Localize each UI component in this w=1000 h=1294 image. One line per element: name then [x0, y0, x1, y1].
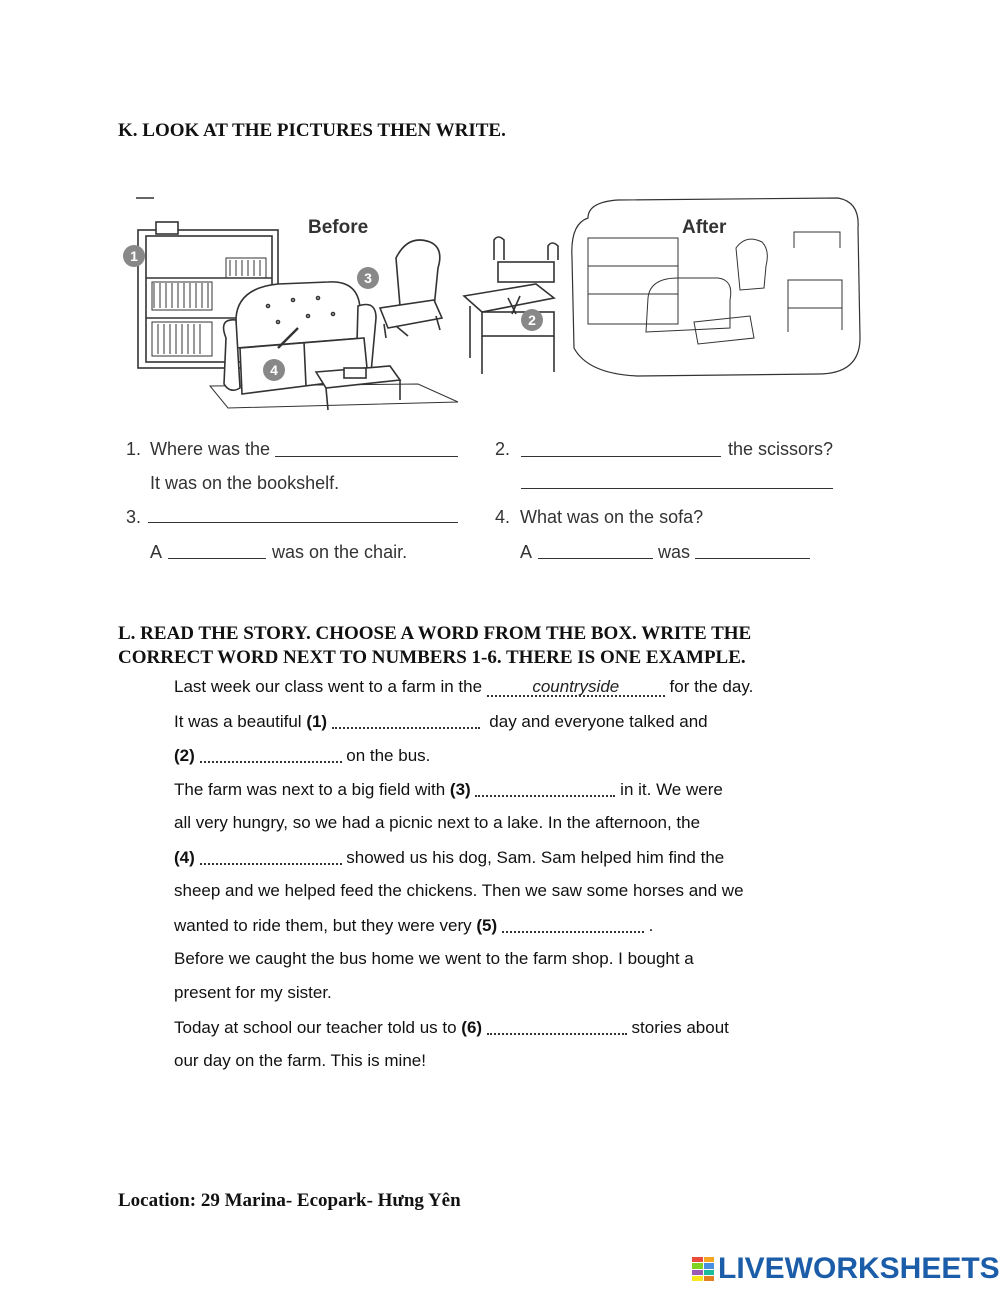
q4-blank-line-1[interactable]	[538, 558, 653, 559]
q2-text: the scissors?	[728, 439, 834, 459]
q1-answer-line[interactable]	[275, 456, 458, 457]
q1-answer: It was on the bookshelf.	[150, 473, 340, 493]
blank-number-2: (2)	[174, 746, 195, 765]
q2-answer-line[interactable]	[521, 456, 721, 457]
q4-was: was	[658, 542, 691, 562]
marker-4: 4	[270, 362, 278, 378]
story-text: on the bus.	[346, 746, 431, 765]
logo-wordmark: LIVEWORKSHEETS	[718, 1252, 1000, 1285]
blank-1-input[interactable]	[332, 713, 480, 729]
story-text: stories about	[631, 1018, 729, 1037]
story-text: showed us his dog, Sam. Sam helped him find the	[346, 848, 725, 867]
marker-2: 2	[528, 312, 536, 328]
logo-grid-icon	[692, 1257, 714, 1281]
label-after: After	[682, 217, 727, 238]
q3-text: was on the chair.	[272, 542, 408, 562]
q2-number: 2.	[495, 439, 511, 459]
blank-number-6: (6)	[461, 1018, 483, 1037]
chair-drawing	[380, 240, 442, 338]
story-line-7: sheep and we helped feed the chickens. Then we saw some horses and we	[174, 881, 744, 900]
story-text: .	[648, 916, 654, 935]
q2-answer-line-2[interactable]	[521, 488, 833, 489]
story-line-2	[174, 711, 708, 732]
marker-1: 1	[130, 248, 138, 264]
story-line-5: all very hungry, so we had a picnic next to a lake. In the afternoon, the	[174, 813, 701, 832]
story-text: for the day.	[669, 677, 754, 696]
story-line-1	[174, 677, 753, 697]
q4-blank-line-2[interactable]	[695, 558, 810, 559]
story-text: Last week our class went to a farm in the	[174, 677, 483, 696]
section-k-heading: K. LOOK AT THE PICTURES THEN WRITE.	[118, 120, 506, 141]
q4-a: A	[520, 542, 533, 562]
blank-number-5: (5)	[476, 916, 498, 935]
marker-3: 3	[364, 270, 372, 286]
liveworksheets-logo	[692, 1252, 1000, 1286]
desk-drawing	[464, 237, 558, 374]
blank-number-4: (4)	[174, 848, 195, 867]
story-line-6	[174, 847, 724, 868]
q3-blank-line[interactable]	[168, 558, 266, 559]
blank-5-input[interactable]	[502, 917, 644, 933]
story-line-4	[174, 779, 723, 800]
blank-number-3: (3)	[449, 780, 471, 799]
story-text: It was a beautiful	[174, 712, 302, 731]
blank-number-1: (1)	[306, 712, 328, 731]
story-line-12: our day on the farm. This is mine!	[174, 1051, 426, 1070]
story-line-9: Before we caught the bus home we went to the farm shop. I bought a	[174, 949, 694, 968]
story-line-11	[174, 1017, 729, 1038]
q4-number: 4.	[495, 507, 511, 527]
section-l-heading-line1: L. READ THE STORY. CHOOSE A WORD FROM THE BOX. WRITE THE	[118, 623, 752, 644]
q3-number: 3.	[126, 507, 142, 527]
story-line-3	[174, 745, 430, 766]
story-line-10: present for my sister.	[174, 983, 332, 1002]
blank-3-input[interactable]	[475, 781, 615, 797]
example-blank: countryside	[487, 678, 665, 697]
q4-text: What was on the sofa?	[520, 507, 704, 527]
q3-a: A	[150, 542, 163, 562]
story-text: day and everyone talked and	[489, 712, 708, 731]
label-before: Before	[308, 217, 369, 238]
blank-6-input[interactable]	[487, 1019, 627, 1035]
q1-text: Where was the	[150, 439, 271, 459]
story-text: in it. We were	[620, 780, 723, 799]
story-line-8	[174, 915, 653, 936]
blank-2-input[interactable]	[200, 747, 342, 763]
q3-answer-line[interactable]	[148, 522, 458, 523]
furniture-illustration	[118, 188, 863, 418]
story-text: wanted to ride them, but they were very	[174, 916, 472, 935]
blank-4-input[interactable]	[200, 849, 342, 865]
q1-number: 1.	[126, 439, 142, 459]
section-l-heading	[118, 622, 751, 670]
story-text: Today at school our teacher told us to	[174, 1018, 457, 1037]
story-text: The farm was next to a big field with	[174, 780, 446, 799]
location-text: Location: 29 Marina- Ecopark- Hưng Yên	[118, 1190, 461, 1211]
section-l-heading-line2: CORRECT WORD NEXT TO NUMBERS 1-6. THERE IS ONE EXAMPLE.	[118, 647, 746, 668]
